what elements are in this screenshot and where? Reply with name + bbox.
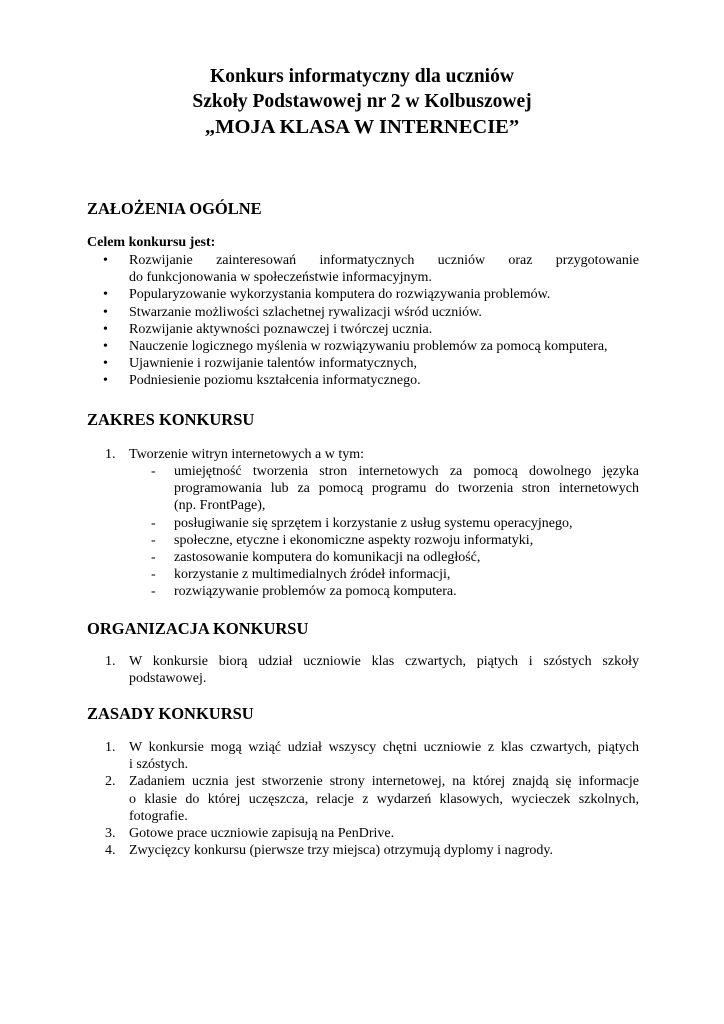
list-item: 3. Gotowe prace uczniowie zapisują na PenDrive. xyxy=(105,826,395,842)
bullet-icon: • xyxy=(103,339,108,355)
scope-sublist xyxy=(87,463,639,601)
bullet-icon: • xyxy=(103,304,108,320)
dash-marker: - xyxy=(151,532,156,548)
list-item: • Podniesienie poziomu kształcenia informatycznego. xyxy=(103,373,421,389)
goals-intro: Celem konkursu jest: xyxy=(87,235,216,250)
list-item: 2. Zadaniem ucznia jest stworzenie strony internetowej, na której znajdą się informacje o klasie do której uczęszcza, relacje z wydarzeń klasowych, wycieczek szkolnych, fotografie. xyxy=(105,774,639,824)
list-item: - zastosowanie komputera do komunikacji na odległość, xyxy=(151,550,481,566)
list-item: • Ujawnienie i rozwijanie talentów informatycznych, xyxy=(103,356,418,372)
dash-marker: - xyxy=(151,515,156,531)
section-heading-zakres: ZAKRES KONKURSU xyxy=(87,410,255,429)
list-item: 1. W konkursie mogą wziąć udział wszyscy chętni uczniowie z klas czwartych, piątych i szóstych. xyxy=(105,740,639,773)
bullet-icon: • xyxy=(103,253,108,268)
list-item: 4. Zwycięzcy konkursu (pierwsze trzy miejsca) otrzymują dyplomy i nagrody. xyxy=(105,843,554,859)
list-item: • Nauczenie logicznego myślenia w rozwiązywaniu problemów za pomocą komputera, xyxy=(103,339,608,355)
list-item: 1. W konkursie biorą udział uczniowie klas czwartych, piątych i szóstych szkoły podstawowej. xyxy=(105,654,639,687)
item-number: 1. xyxy=(105,447,116,462)
rules-list xyxy=(87,739,639,859)
list-item: • Rozwijanie aktywności poznawczej i twórczej ucznia. xyxy=(103,321,433,337)
list-item: 1. Tworzenie witryn internetowych a w tym: xyxy=(105,447,365,462)
title-line-2: Szkoły Podstawowej nr 2 w Kolbuszowej xyxy=(192,91,532,112)
dash-marker: - xyxy=(151,584,156,600)
item-number: 1. xyxy=(105,740,116,755)
bullet-icon: • xyxy=(103,287,108,303)
list-item: - posługiwanie się sprzętem i korzystanie z usług systemu operacyjnego, xyxy=(151,515,573,531)
section-heading-organizacja: ORGANIZACJA KONKURSU xyxy=(87,619,309,638)
list-item: • Rozwijanie zainteresowań informatycznych uczniów oraz przygotowanie do funkcjonowania w społeczeństwie informacyjnym. xyxy=(103,253,639,286)
dash-marker: - xyxy=(151,567,156,583)
list-item: - korzystanie z multimedialnych źródeł informacji, xyxy=(151,567,451,583)
bullet-icon: • xyxy=(103,356,108,372)
item-number: 2. xyxy=(105,774,116,790)
bullet-icon: • xyxy=(103,321,108,337)
list-item: - społeczne, etyczne i ekonomiczne aspekty rozwoju informatyki, xyxy=(151,532,534,548)
list-item: • Popularyzowanie wykorzystania komputera do rozwiązywania problemów. xyxy=(103,287,551,303)
dash-marker: - xyxy=(151,550,156,566)
document-title xyxy=(0,64,724,141)
item-number: 3. xyxy=(105,826,116,842)
title-line-3: „MOJA KLASA W INTERNECIE” xyxy=(204,116,520,138)
organization-list xyxy=(87,653,639,687)
scope-list xyxy=(87,446,639,463)
section-heading-zalozenia: ZAŁOŻENIA OGÓLNE xyxy=(87,199,262,218)
bullet-icon: • xyxy=(103,373,108,389)
item-number: 1. xyxy=(105,654,116,669)
item-number: 4. xyxy=(105,843,116,859)
dash-marker: - xyxy=(151,464,156,479)
title-line-1: Konkurs informatyczny dla uczniów xyxy=(210,66,514,87)
list-item: • Stwarzanie możliwości szlachetnej rywalizacji wśród uczniów. xyxy=(103,304,482,320)
list-item: - umiejętność tworzenia stron internetowych za pomocą dowolnego języka programowania lub za pomocą programu do tworzenia stron internetowych (np. FrontPage), xyxy=(151,464,639,514)
section-heading-zasady: ZASADY KONKURSU xyxy=(87,704,254,723)
list-item: - rozwiązywanie problemów za pomocą komputera. xyxy=(151,584,457,600)
goals-list xyxy=(87,252,639,390)
